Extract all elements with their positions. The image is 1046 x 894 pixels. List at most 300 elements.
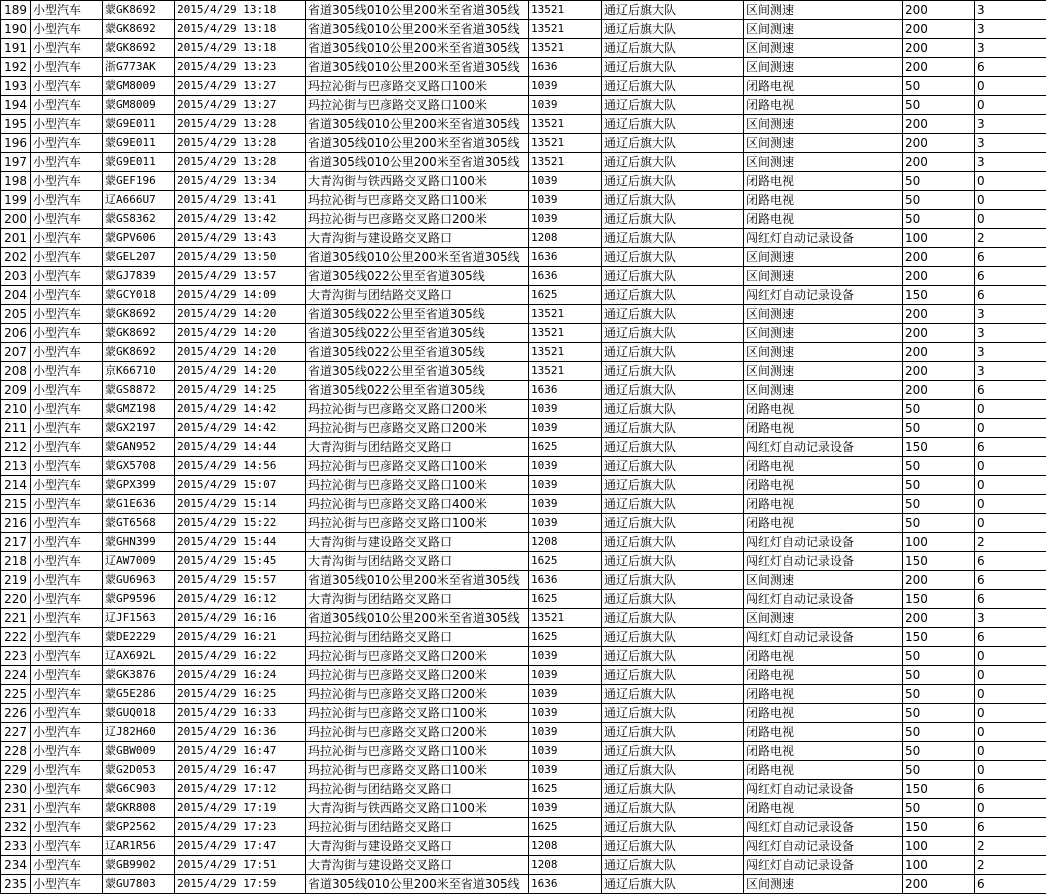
row-number-cell[interactable]: 215 — [1, 495, 31, 514]
fine-amount-cell[interactable]: 50 — [903, 77, 975, 96]
row-number-cell[interactable]: 209 — [1, 381, 31, 400]
timestamp-cell[interactable]: 2015/4/29 16:25 — [175, 685, 306, 704]
code-cell[interactable]: 13521 — [529, 134, 602, 153]
points-cell[interactable]: 0 — [975, 476, 1046, 495]
location-cell[interactable]: 省道305线010公里200米至省道305线 — [306, 58, 529, 77]
department-cell[interactable]: 通辽后旗大队 — [602, 818, 744, 837]
plate-number-cell[interactable]: 蒙G9E011 — [103, 153, 175, 172]
plate-number-cell[interactable]: 蒙DE2229 — [103, 628, 175, 647]
device-type-cell[interactable]: 闭路电视 — [744, 704, 903, 723]
points-cell[interactable]: 0 — [975, 400, 1046, 419]
code-cell[interactable]: 1039 — [529, 742, 602, 761]
fine-amount-cell[interactable]: 100 — [903, 856, 975, 875]
location-cell[interactable]: 省道305线022公里至省道305线 — [306, 305, 529, 324]
row-number-cell[interactable]: 206 — [1, 324, 31, 343]
vehicle-type-cell[interactable]: 小型汽车 — [31, 438, 103, 457]
row-number-cell[interactable]: 228 — [1, 742, 31, 761]
points-cell[interactable]: 0 — [975, 704, 1046, 723]
points-cell[interactable]: 0 — [975, 685, 1046, 704]
code-cell[interactable]: 1625 — [529, 780, 602, 799]
row-number-cell[interactable]: 190 — [1, 20, 31, 39]
vehicle-type-cell[interactable]: 小型汽车 — [31, 818, 103, 837]
vehicle-type-cell[interactable]: 小型汽车 — [31, 856, 103, 875]
department-cell[interactable]: 通辽后旗大队 — [602, 514, 744, 533]
plate-number-cell[interactable]: 蒙GPX399 — [103, 476, 175, 495]
code-cell[interactable]: 1636 — [529, 267, 602, 286]
fine-amount-cell[interactable]: 50 — [903, 742, 975, 761]
department-cell[interactable]: 通辽后旗大队 — [602, 191, 744, 210]
plate-number-cell[interactable]: 蒙GP9596 — [103, 590, 175, 609]
code-cell[interactable]: 1636 — [529, 381, 602, 400]
plate-number-cell[interactable]: 蒙GMZ198 — [103, 400, 175, 419]
row-number-cell[interactable]: 212 — [1, 438, 31, 457]
timestamp-cell[interactable]: 2015/4/29 13:42 — [175, 210, 306, 229]
row-number-cell[interactable]: 216 — [1, 514, 31, 533]
device-type-cell[interactable]: 区间测速 — [744, 609, 903, 628]
timestamp-cell[interactable]: 2015/4/29 14:25 — [175, 381, 306, 400]
location-cell[interactable]: 大青沟街与团结路交叉路口 — [306, 590, 529, 609]
code-cell[interactable]: 13521 — [529, 305, 602, 324]
plate-number-cell[interactable]: 京K66710 — [103, 362, 175, 381]
location-cell[interactable]: 大青沟街与建设路交叉路口 — [306, 856, 529, 875]
fine-amount-cell[interactable]: 50 — [903, 666, 975, 685]
vehicle-type-cell[interactable]: 小型汽车 — [31, 685, 103, 704]
vehicle-type-cell[interactable]: 小型汽车 — [31, 742, 103, 761]
code-cell[interactable]: 1625 — [529, 552, 602, 571]
plate-number-cell[interactable]: 蒙G5E286 — [103, 685, 175, 704]
row-number-cell[interactable]: 232 — [1, 818, 31, 837]
department-cell[interactable]: 通辽后旗大队 — [602, 248, 744, 267]
code-cell[interactable]: 1039 — [529, 799, 602, 818]
department-cell[interactable]: 通辽后旗大队 — [602, 685, 744, 704]
timestamp-cell[interactable]: 2015/4/29 13:27 — [175, 96, 306, 115]
row-number-cell[interactable]: 193 — [1, 77, 31, 96]
department-cell[interactable]: 通辽后旗大队 — [602, 476, 744, 495]
vehicle-type-cell[interactable]: 小型汽车 — [31, 647, 103, 666]
device-type-cell[interactable]: 闯红灯自动记录设备 — [744, 533, 903, 552]
fine-amount-cell[interactable]: 150 — [903, 628, 975, 647]
plate-number-cell[interactable]: 蒙GP2562 — [103, 818, 175, 837]
plate-number-cell[interactable]: 蒙G9E011 — [103, 115, 175, 134]
plate-number-cell[interactable]: 蒙GK8692 — [103, 39, 175, 58]
timestamp-cell[interactable]: 2015/4/29 16:12 — [175, 590, 306, 609]
timestamp-cell[interactable]: 2015/4/29 15:45 — [175, 552, 306, 571]
device-type-cell[interactable]: 区间测速 — [744, 381, 903, 400]
points-cell[interactable]: 6 — [975, 571, 1046, 590]
timestamp-cell[interactable]: 2015/4/29 15:07 — [175, 476, 306, 495]
timestamp-cell[interactable]: 2015/4/29 13:28 — [175, 115, 306, 134]
fine-amount-cell[interactable]: 200 — [903, 343, 975, 362]
vehicle-type-cell[interactable]: 小型汽车 — [31, 590, 103, 609]
code-cell[interactable]: 1625 — [529, 438, 602, 457]
plate-number-cell[interactable]: 蒙GK3876 — [103, 666, 175, 685]
points-cell[interactable]: 3 — [975, 362, 1046, 381]
row-number-cell[interactable]: 194 — [1, 96, 31, 115]
code-cell[interactable]: 1625 — [529, 818, 602, 837]
device-type-cell[interactable]: 闭路电视 — [744, 647, 903, 666]
points-cell[interactable]: 3 — [975, 39, 1046, 58]
department-cell[interactable]: 通辽后旗大队 — [602, 1, 744, 20]
location-cell[interactable]: 省道305线010公里200米至省道305线 — [306, 153, 529, 172]
location-cell[interactable]: 大青沟街与团结路交叉路口 — [306, 438, 529, 457]
timestamp-cell[interactable]: 2015/4/29 13:18 — [175, 20, 306, 39]
vehicle-type-cell[interactable]: 小型汽车 — [31, 267, 103, 286]
device-type-cell[interactable]: 区间测速 — [744, 343, 903, 362]
points-cell[interactable]: 6 — [975, 286, 1046, 305]
location-cell[interactable]: 省道305线010公里200米至省道305线 — [306, 571, 529, 590]
points-cell[interactable]: 6 — [975, 552, 1046, 571]
department-cell[interactable]: 通辽后旗大队 — [602, 533, 744, 552]
device-type-cell[interactable]: 闭路电视 — [744, 514, 903, 533]
department-cell[interactable]: 通辽后旗大队 — [602, 58, 744, 77]
plate-number-cell[interactable]: 浙G773AK — [103, 58, 175, 77]
fine-amount-cell[interactable]: 100 — [903, 837, 975, 856]
plate-number-cell[interactable]: 蒙GPV606 — [103, 229, 175, 248]
points-cell[interactable]: 6 — [975, 438, 1046, 457]
plate-number-cell[interactable]: 辽J82H60 — [103, 723, 175, 742]
plate-number-cell[interactable]: 蒙GKR808 — [103, 799, 175, 818]
points-cell[interactable]: 3 — [975, 153, 1046, 172]
plate-number-cell[interactable]: 蒙GS8362 — [103, 210, 175, 229]
fine-amount-cell[interactable]: 200 — [903, 1, 975, 20]
code-cell[interactable]: 1208 — [529, 229, 602, 248]
points-cell[interactable]: 0 — [975, 495, 1046, 514]
fine-amount-cell[interactable]: 100 — [903, 533, 975, 552]
vehicle-type-cell[interactable]: 小型汽车 — [31, 343, 103, 362]
code-cell[interactable]: 1039 — [529, 723, 602, 742]
plate-number-cell[interactable]: 蒙GAN952 — [103, 438, 175, 457]
timestamp-cell[interactable]: 2015/4/29 13:41 — [175, 191, 306, 210]
row-number-cell[interactable]: 218 — [1, 552, 31, 571]
row-number-cell[interactable]: 234 — [1, 856, 31, 875]
plate-number-cell[interactable]: 蒙GBW009 — [103, 742, 175, 761]
device-type-cell[interactable]: 区间测速 — [744, 875, 903, 894]
department-cell[interactable]: 通辽后旗大队 — [602, 495, 744, 514]
device-type-cell[interactable]: 区间测速 — [744, 267, 903, 286]
device-type-cell[interactable]: 闯红灯自动记录设备 — [744, 818, 903, 837]
plate-number-cell[interactable]: 蒙GEL207 — [103, 248, 175, 267]
code-cell[interactable]: 1039 — [529, 96, 602, 115]
fine-amount-cell[interactable]: 150 — [903, 438, 975, 457]
location-cell[interactable]: 省道305线010公里200米至省道305线 — [306, 248, 529, 267]
points-cell[interactable]: 3 — [975, 115, 1046, 134]
location-cell[interactable]: 省道305线010公里200米至省道305线 — [306, 134, 529, 153]
code-cell[interactable]: 1636 — [529, 875, 602, 894]
timestamp-cell[interactable]: 2015/4/29 16:22 — [175, 647, 306, 666]
points-cell[interactable]: 6 — [975, 628, 1046, 647]
points-cell[interactable]: 6 — [975, 58, 1046, 77]
plate-number-cell[interactable]: 蒙GK8692 — [103, 1, 175, 20]
timestamp-cell[interactable]: 2015/4/29 16:33 — [175, 704, 306, 723]
location-cell[interactable]: 玛拉沁街与巴彦路交叉路口200米 — [306, 723, 529, 742]
code-cell[interactable]: 13521 — [529, 39, 602, 58]
code-cell[interactable]: 13521 — [529, 324, 602, 343]
department-cell[interactable]: 通辽后旗大队 — [602, 780, 744, 799]
device-type-cell[interactable]: 闯红灯自动记录设备 — [744, 229, 903, 248]
code-cell[interactable]: 13521 — [529, 1, 602, 20]
code-cell[interactable]: 1625 — [529, 286, 602, 305]
department-cell[interactable]: 通辽后旗大队 — [602, 115, 744, 134]
vehicle-type-cell[interactable]: 小型汽车 — [31, 324, 103, 343]
location-cell[interactable]: 大青沟街与铁西路交叉路口100米 — [306, 799, 529, 818]
fine-amount-cell[interactable]: 200 — [903, 305, 975, 324]
row-number-cell[interactable]: 227 — [1, 723, 31, 742]
points-cell[interactable]: 6 — [975, 780, 1046, 799]
fine-amount-cell[interactable]: 200 — [903, 324, 975, 343]
department-cell[interactable]: 通辽后旗大队 — [602, 172, 744, 191]
vehicle-type-cell[interactable]: 小型汽车 — [31, 495, 103, 514]
device-type-cell[interactable]: 闭路电视 — [744, 666, 903, 685]
vehicle-type-cell[interactable]: 小型汽车 — [31, 761, 103, 780]
vehicle-type-cell[interactable]: 小型汽车 — [31, 229, 103, 248]
code-cell[interactable]: 1625 — [529, 590, 602, 609]
department-cell[interactable]: 通辽后旗大队 — [602, 400, 744, 419]
department-cell[interactable]: 通辽后旗大队 — [602, 20, 744, 39]
department-cell[interactable]: 通辽后旗大队 — [602, 761, 744, 780]
device-type-cell[interactable]: 闯红灯自动记录设备 — [744, 438, 903, 457]
department-cell[interactable]: 通辽后旗大队 — [602, 875, 744, 894]
vehicle-type-cell[interactable]: 小型汽车 — [31, 837, 103, 856]
code-cell[interactable]: 1636 — [529, 248, 602, 267]
plate-number-cell[interactable]: 蒙GK8692 — [103, 20, 175, 39]
code-cell[interactable]: 1208 — [529, 533, 602, 552]
code-cell[interactable]: 1208 — [529, 837, 602, 856]
points-cell[interactable]: 6 — [975, 248, 1046, 267]
plate-number-cell[interactable]: 蒙GM8009 — [103, 96, 175, 115]
department-cell[interactable]: 通辽后旗大队 — [602, 324, 744, 343]
timestamp-cell[interactable]: 2015/4/29 14:20 — [175, 324, 306, 343]
row-number-cell[interactable]: 213 — [1, 457, 31, 476]
timestamp-cell[interactable]: 2015/4/29 13:28 — [175, 134, 306, 153]
points-cell[interactable]: 2 — [975, 837, 1046, 856]
vehicle-type-cell[interactable]: 小型汽车 — [31, 476, 103, 495]
code-cell[interactable]: 1039 — [529, 685, 602, 704]
location-cell[interactable]: 玛拉沁街与巴彦路交叉路口200米 — [306, 210, 529, 229]
fine-amount-cell[interactable]: 50 — [903, 685, 975, 704]
department-cell[interactable]: 通辽后旗大队 — [602, 267, 744, 286]
location-cell[interactable]: 玛拉沁街与团结路交叉路口 — [306, 818, 529, 837]
fine-amount-cell[interactable]: 200 — [903, 267, 975, 286]
device-type-cell[interactable]: 闭路电视 — [744, 723, 903, 742]
device-type-cell[interactable]: 区间测速 — [744, 134, 903, 153]
row-number-cell[interactable]: 199 — [1, 191, 31, 210]
department-cell[interactable]: 通辽后旗大队 — [602, 799, 744, 818]
department-cell[interactable]: 通辽后旗大队 — [602, 742, 744, 761]
points-cell[interactable]: 2 — [975, 856, 1046, 875]
department-cell[interactable]: 通辽后旗大队 — [602, 134, 744, 153]
device-type-cell[interactable]: 区间测速 — [744, 39, 903, 58]
fine-amount-cell[interactable]: 200 — [903, 248, 975, 267]
location-cell[interactable]: 玛拉沁街与巴彦路交叉路口200米 — [306, 666, 529, 685]
device-type-cell[interactable]: 闭路电视 — [744, 685, 903, 704]
department-cell[interactable]: 通辽后旗大队 — [602, 552, 744, 571]
plate-number-cell[interactable]: 蒙GUQ018 — [103, 704, 175, 723]
vehicle-type-cell[interactable]: 小型汽车 — [31, 571, 103, 590]
device-type-cell[interactable]: 区间测速 — [744, 153, 903, 172]
location-cell[interactable]: 玛拉沁街与团结路交叉路口 — [306, 780, 529, 799]
device-type-cell[interactable]: 闯红灯自动记录设备 — [744, 590, 903, 609]
location-cell[interactable]: 玛拉沁街与巴彦路交叉路口200米 — [306, 419, 529, 438]
vehicle-type-cell[interactable]: 小型汽车 — [31, 723, 103, 742]
department-cell[interactable]: 通辽后旗大队 — [602, 856, 744, 875]
location-cell[interactable]: 玛拉沁街与巴彦路交叉路口100米 — [306, 704, 529, 723]
device-type-cell[interactable]: 闭路电视 — [744, 742, 903, 761]
code-cell[interactable]: 13521 — [529, 115, 602, 134]
timestamp-cell[interactable]: 2015/4/29 13:28 — [175, 153, 306, 172]
department-cell[interactable]: 通辽后旗大队 — [602, 381, 744, 400]
department-cell[interactable]: 通辽后旗大队 — [602, 609, 744, 628]
vehicle-type-cell[interactable]: 小型汽车 — [31, 514, 103, 533]
location-cell[interactable]: 玛拉沁街与巴彦路交叉路口200米 — [306, 647, 529, 666]
timestamp-cell[interactable]: 2015/4/29 17:12 — [175, 780, 306, 799]
device-type-cell[interactable]: 闭路电视 — [744, 172, 903, 191]
device-type-cell[interactable]: 闭路电视 — [744, 400, 903, 419]
device-type-cell[interactable]: 闯红灯自动记录设备 — [744, 856, 903, 875]
department-cell[interactable]: 通辽后旗大队 — [602, 666, 744, 685]
vehicle-type-cell[interactable]: 小型汽车 — [31, 875, 103, 894]
timestamp-cell[interactable]: 2015/4/29 16:47 — [175, 742, 306, 761]
points-cell[interactable]: 3 — [975, 134, 1046, 153]
plate-number-cell[interactable]: 辽JF1563 — [103, 609, 175, 628]
plate-number-cell[interactable]: 辽A666U7 — [103, 191, 175, 210]
vehicle-type-cell[interactable]: 小型汽车 — [31, 134, 103, 153]
device-type-cell[interactable]: 闭路电视 — [744, 495, 903, 514]
row-number-cell[interactable]: 205 — [1, 305, 31, 324]
row-number-cell[interactable]: 202 — [1, 248, 31, 267]
timestamp-cell[interactable]: 2015/4/29 14:20 — [175, 305, 306, 324]
timestamp-cell[interactable]: 2015/4/29 16:24 — [175, 666, 306, 685]
fine-amount-cell[interactable]: 50 — [903, 723, 975, 742]
fine-amount-cell[interactable]: 200 — [903, 58, 975, 77]
row-number-cell[interactable]: 233 — [1, 837, 31, 856]
code-cell[interactable]: 1636 — [529, 571, 602, 590]
row-number-cell[interactable]: 204 — [1, 286, 31, 305]
code-cell[interactable]: 1039 — [529, 514, 602, 533]
vehicle-type-cell[interactable]: 小型汽车 — [31, 39, 103, 58]
plate-number-cell[interactable]: 蒙GB9902 — [103, 856, 175, 875]
fine-amount-cell[interactable]: 50 — [903, 761, 975, 780]
row-number-cell[interactable]: 221 — [1, 609, 31, 628]
row-number-cell[interactable]: 230 — [1, 780, 31, 799]
points-cell[interactable]: 6 — [975, 267, 1046, 286]
points-cell[interactable]: 0 — [975, 799, 1046, 818]
timestamp-cell[interactable]: 2015/4/29 16:21 — [175, 628, 306, 647]
timestamp-cell[interactable]: 2015/4/29 13:23 — [175, 58, 306, 77]
fine-amount-cell[interactable]: 200 — [903, 115, 975, 134]
plate-number-cell[interactable]: 蒙GU7803 — [103, 875, 175, 894]
code-cell[interactable]: 1636 — [529, 58, 602, 77]
plate-number-cell[interactable]: 蒙GCY018 — [103, 286, 175, 305]
timestamp-cell[interactable]: 2015/4/29 14:56 — [175, 457, 306, 476]
code-cell[interactable]: 13521 — [529, 153, 602, 172]
department-cell[interactable]: 通辽后旗大队 — [602, 77, 744, 96]
plate-number-cell[interactable]: 蒙GS8872 — [103, 381, 175, 400]
fine-amount-cell[interactable]: 150 — [903, 286, 975, 305]
vehicle-type-cell[interactable]: 小型汽车 — [31, 628, 103, 647]
device-type-cell[interactable]: 区间测速 — [744, 58, 903, 77]
timestamp-cell[interactable]: 2015/4/29 17:59 — [175, 875, 306, 894]
points-cell[interactable]: 0 — [975, 742, 1046, 761]
department-cell[interactable]: 通辽后旗大队 — [602, 647, 744, 666]
row-number-cell[interactable]: 231 — [1, 799, 31, 818]
device-type-cell[interactable]: 闯红灯自动记录设备 — [744, 628, 903, 647]
points-cell[interactable]: 6 — [975, 590, 1046, 609]
plate-number-cell[interactable]: 辽AR1R56 — [103, 837, 175, 856]
fine-amount-cell[interactable]: 200 — [903, 39, 975, 58]
department-cell[interactable]: 通辽后旗大队 — [602, 153, 744, 172]
timestamp-cell[interactable]: 2015/4/29 13:57 — [175, 267, 306, 286]
department-cell[interactable]: 通辽后旗大队 — [602, 438, 744, 457]
location-cell[interactable]: 省道305线022公里至省道305线 — [306, 381, 529, 400]
timestamp-cell[interactable]: 2015/4/29 17:51 — [175, 856, 306, 875]
device-type-cell[interactable]: 区间测速 — [744, 115, 903, 134]
department-cell[interactable]: 通辽后旗大队 — [602, 210, 744, 229]
points-cell[interactable]: 0 — [975, 457, 1046, 476]
fine-amount-cell[interactable]: 50 — [903, 400, 975, 419]
points-cell[interactable]: 0 — [975, 191, 1046, 210]
points-cell[interactable]: 0 — [975, 77, 1046, 96]
points-cell[interactable]: 3 — [975, 609, 1046, 628]
location-cell[interactable]: 玛拉沁街与巴彦路交叉路口200米 — [306, 400, 529, 419]
plate-number-cell[interactable]: 蒙GT6568 — [103, 514, 175, 533]
location-cell[interactable]: 玛拉沁街与巴彦路交叉路口100米 — [306, 514, 529, 533]
fine-amount-cell[interactable]: 50 — [903, 514, 975, 533]
points-cell[interactable]: 0 — [975, 419, 1046, 438]
vehicle-type-cell[interactable]: 小型汽车 — [31, 419, 103, 438]
points-cell[interactable]: 3 — [975, 343, 1046, 362]
vehicle-type-cell[interactable]: 小型汽车 — [31, 305, 103, 324]
fine-amount-cell[interactable]: 200 — [903, 609, 975, 628]
department-cell[interactable]: 通辽后旗大队 — [602, 229, 744, 248]
device-type-cell[interactable]: 闭路电视 — [744, 419, 903, 438]
code-cell[interactable]: 1039 — [529, 419, 602, 438]
location-cell[interactable]: 玛拉沁街与巴彦路交叉路口100米 — [306, 742, 529, 761]
vehicle-type-cell[interactable]: 小型汽车 — [31, 58, 103, 77]
timestamp-cell[interactable]: 2015/4/29 13:18 — [175, 1, 306, 20]
department-cell[interactable]: 通辽后旗大队 — [602, 39, 744, 58]
code-cell[interactable]: 13521 — [529, 20, 602, 39]
points-cell[interactable]: 0 — [975, 514, 1046, 533]
vehicle-type-cell[interactable]: 小型汽车 — [31, 552, 103, 571]
fine-amount-cell[interactable]: 200 — [903, 153, 975, 172]
code-cell[interactable]: 1039 — [529, 457, 602, 476]
timestamp-cell[interactable]: 2015/4/29 13:43 — [175, 229, 306, 248]
row-number-cell[interactable]: 196 — [1, 134, 31, 153]
device-type-cell[interactable]: 闯红灯自动记录设备 — [744, 286, 903, 305]
location-cell[interactable]: 玛拉沁街与巴彦路交叉路口100米 — [306, 761, 529, 780]
fine-amount-cell[interactable]: 50 — [903, 191, 975, 210]
code-cell[interactable]: 1039 — [529, 77, 602, 96]
code-cell[interactable]: 1625 — [529, 628, 602, 647]
fine-amount-cell[interactable]: 50 — [903, 647, 975, 666]
device-type-cell[interactable]: 区间测速 — [744, 571, 903, 590]
device-type-cell[interactable]: 区间测速 — [744, 1, 903, 20]
department-cell[interactable]: 通辽后旗大队 — [602, 96, 744, 115]
points-cell[interactable]: 6 — [975, 818, 1046, 837]
timestamp-cell[interactable]: 2015/4/29 13:27 — [175, 77, 306, 96]
row-number-cell[interactable]: 235 — [1, 875, 31, 894]
timestamp-cell[interactable]: 2015/4/29 14:42 — [175, 400, 306, 419]
plate-number-cell[interactable]: 蒙G2D053 — [103, 761, 175, 780]
location-cell[interactable]: 玛拉沁街与巴彦路交叉路口100米 — [306, 457, 529, 476]
plate-number-cell[interactable]: 蒙GX5708 — [103, 457, 175, 476]
fine-amount-cell[interactable]: 50 — [903, 799, 975, 818]
vehicle-type-cell[interactable]: 小型汽车 — [31, 115, 103, 134]
row-number-cell[interactable]: 197 — [1, 153, 31, 172]
code-cell[interactable]: 1039 — [529, 191, 602, 210]
device-type-cell[interactable]: 区间测速 — [744, 20, 903, 39]
points-cell[interactable]: 0 — [975, 96, 1046, 115]
